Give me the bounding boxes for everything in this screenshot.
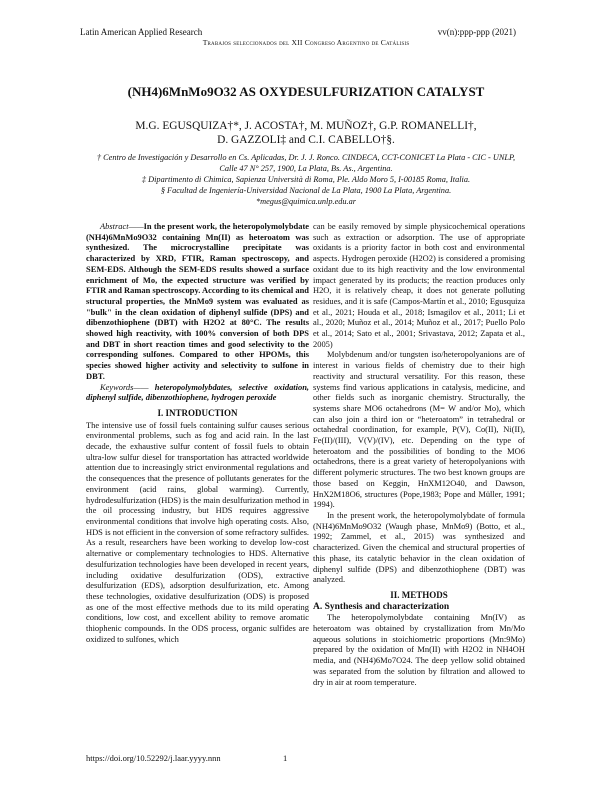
- section-heading-methods: II. METHODS: [390, 589, 448, 600]
- keywords-label: Keywords——: [100, 381, 149, 392]
- affiliation-1: † Centro de Investigación y Desarrollo en Cs. Aplicadas, Dr. J. J. Ronco. CINDECA, CCT-CONICET La Plata - CIC - UNLP, Calle 47 N° 257, 1900, La Plata, Bs. As., Argentina.: [96, 153, 516, 173]
- keywords: [86, 382, 309, 403]
- volume-pages: vv(n):ppp-ppp (2021): [437, 27, 516, 37]
- author-line-2: D. GAZZOLI‡ and C.I. CABELLO†§.: [217, 134, 395, 146]
- left-column: [86, 221, 309, 644]
- abstract-label: Abstract——: [100, 221, 144, 231]
- affiliation-3: § Facultad de Ingeniería-Universidad Nacional de La Plata, 1900 La Plata, Argentina.: [160, 186, 452, 195]
- subsection-heading-synthesis: A. Synthesis and characterization: [313, 601, 450, 612]
- right-column: [313, 221, 525, 687]
- abstract-text: In the present work, the heteropolymolybdate (NH4)6MnMo9O32 containing Mn(II) as heteroatom was synthesized. The microcrystalline precipitate was characterized by XRD, FTIR, Raman spectroscopy, and SEM-EDS. Although the SEM-EDS results showed a surface enrichment of Mo, the expected structure was verified by FTIR and Raman spectroscopy. According to its chemical and structural properties, the MnMo9 system was evaluated as "bulk" in the clean oxidation of diphenyl sulfide (DPS) and dibenzothiophene (DBT) with H2O2 at 80°C. The results showed high reactivity, with 100% conversion of both DPS and DBT in short reaction times and good selectivity to the corresponding sulfones. Compared to other HPOMs, this species showed higher activity and selectivity to sulfone in DBT.: [86, 221, 309, 381]
- abstract: [86, 221, 309, 382]
- contact-email: *megus@quimica.unlp.edu.ar: [255, 197, 357, 206]
- doi-link[interactable]: https://doi.org/10.52292/j.laar.yyyy.nnn: [86, 753, 221, 763]
- paper-title: (NH4)6MnMo9O32 AS OXYDESULFURIZATION CATALYST: [127, 84, 485, 99]
- right-paragraph-3: In the present work, the heteropolymolybdate of formula (NH4)6MnMo9O32 (Waugh phase, MnMo9) (Botto, et al., 1992; Zammel, et al., 2015) was synthesized and characterized. Given the chemical and structural properties of this phase, its catalytic behavior in the clean oxidation of diphenyl sulfide (DPS) and dibenzothiophene (DBT) was analyzed.: [313, 509, 525, 585]
- keywords-text: heteropolymolybdates, selective oxidation, diphenyl sulfide, dibenzothiophene, hydrogen peroxide: [86, 381, 309, 403]
- section-heading-introduction: I. INTRODUCTION: [157, 407, 238, 418]
- journal-name: Latin American Applied Research: [80, 27, 203, 37]
- header-subtitle: Trabajos seleccionados del XII Congreso Argentino de Catálisis: [202, 38, 410, 47]
- right-paragraph-4: The heteropolymolybdate containing Mn(IV) as heteroatom was obtained by crystallization from Mn/Mo aqueous solutions in stoichiometric proportions (Mn:9Mo) prepared by the oxidation of Mn(II) with H2O2 in NH4OH media, and (NH4)6Mo7O24. The deep yellow solid obtained was separated from the solution by filtration and allowed to dry in air at room temperature.: [313, 612, 525, 687]
- author-line-1: M.G. EGUSQUIZA†*, J. ACOSTA†, M. MUÑOZ†, G.P. ROMANELLI†,: [135, 120, 477, 132]
- affiliation-2: ‡ Dipartimento di Chimica, Sapienza Università di Roma, Ple. Aldo Moro 5, I-00185 Roma, Italia.: [141, 175, 471, 184]
- right-paragraph-2: Molybdenum and/or tungsten iso/heteropolyanions are of interest in various fields of chemistry due to their high reactivity and structural versatility. For this reason, these systems find various applications in catalysis, medicine, and other fields such as inorganic chemistry. Structurally, the systems share MO6 octahedrons (M= W and/or Mo), which can also join a third ion or “heteroatom” in tetrahedral or octahedral coordination, for example, P(V), Co(II), Ni(II), Fe(II)/(III), V(V)/(IV), etc. Depending on the type of heteroatom and the possibilities of bonding to the MO6 octahedrons, there is a great variety of heteropolyanions with different polymeric structures. The two best known groups are those based on Keggin, HnXM12O40, and Dawson, HnX2M18O6, structures (Pope,1983; Pope and Müller, 1991; 1994).: [313, 349, 525, 510]
- introduction-paragraph: The intensive use of fossil fuels containing sulfur causes serious environmental problems, such as fog and acid rain. In the last decade, the exhaustive sulfur content of fossil fuels to obtain ultra-low sulfur diesel for transportation has attracted worldwide attention due to increasingly strict environmental regulations and the consequences that the presence of pollutants generates for the environment (acid rains, global warming). Currently, hydrodesulfurization (HDS) is the main desulfurization method in the oil processing industry, but HDS requires aggressive environmental conditions that involve high operating costs. Also, HDS is not efficient in the conversion of some refractory sulfides. As a result, researchers have been working to develop low-cost alternative or complementary technologies to HDS. Alternative desulfurization technologies have been developed in recent years, including oxidative desulfurization (ODS), extractive desulfurization (EDS), adsorption desulfurization, etc. Among these technologies, oxidative desulfurization (ODS) is proposed as one of the most effective methods due to its mild operating conditions, low cost, and excellent ability to remove aromatic thiophenic compounds. In the ODS process, organic sulfides are oxidized to sulfones, which: [86, 419, 309, 644]
- author-list: [120, 119, 492, 147]
- right-paragraph-1: can be easily removed by simple physicochemical operations such as extraction or adsorption. The use of appropriate oxidants is a priority factor in both cost and environmental aspects. Hydrogen peroxide (H2O2) is considered a promising oxidant due to its high reactivity and the low environmental impact generated by its products; the reaction produces only H2O, it is relatively cheap, it does not generate polluting residues, and it is safe (Campos-Martín et al., 2010; Egusquiza et al., 2021; Houda et al., 2018; Ismagilov et al., 2011; Li et al., 2020; Muñoz et al., 2014; Muñoz et al., 2017; Puello Polo et al., 2014; Sato et al., 2001; Srivastava, 2012; Zapata et al., 2005): [313, 221, 525, 349]
- page-number: 1: [283, 753, 288, 763]
- affiliations: [88, 152, 524, 207]
